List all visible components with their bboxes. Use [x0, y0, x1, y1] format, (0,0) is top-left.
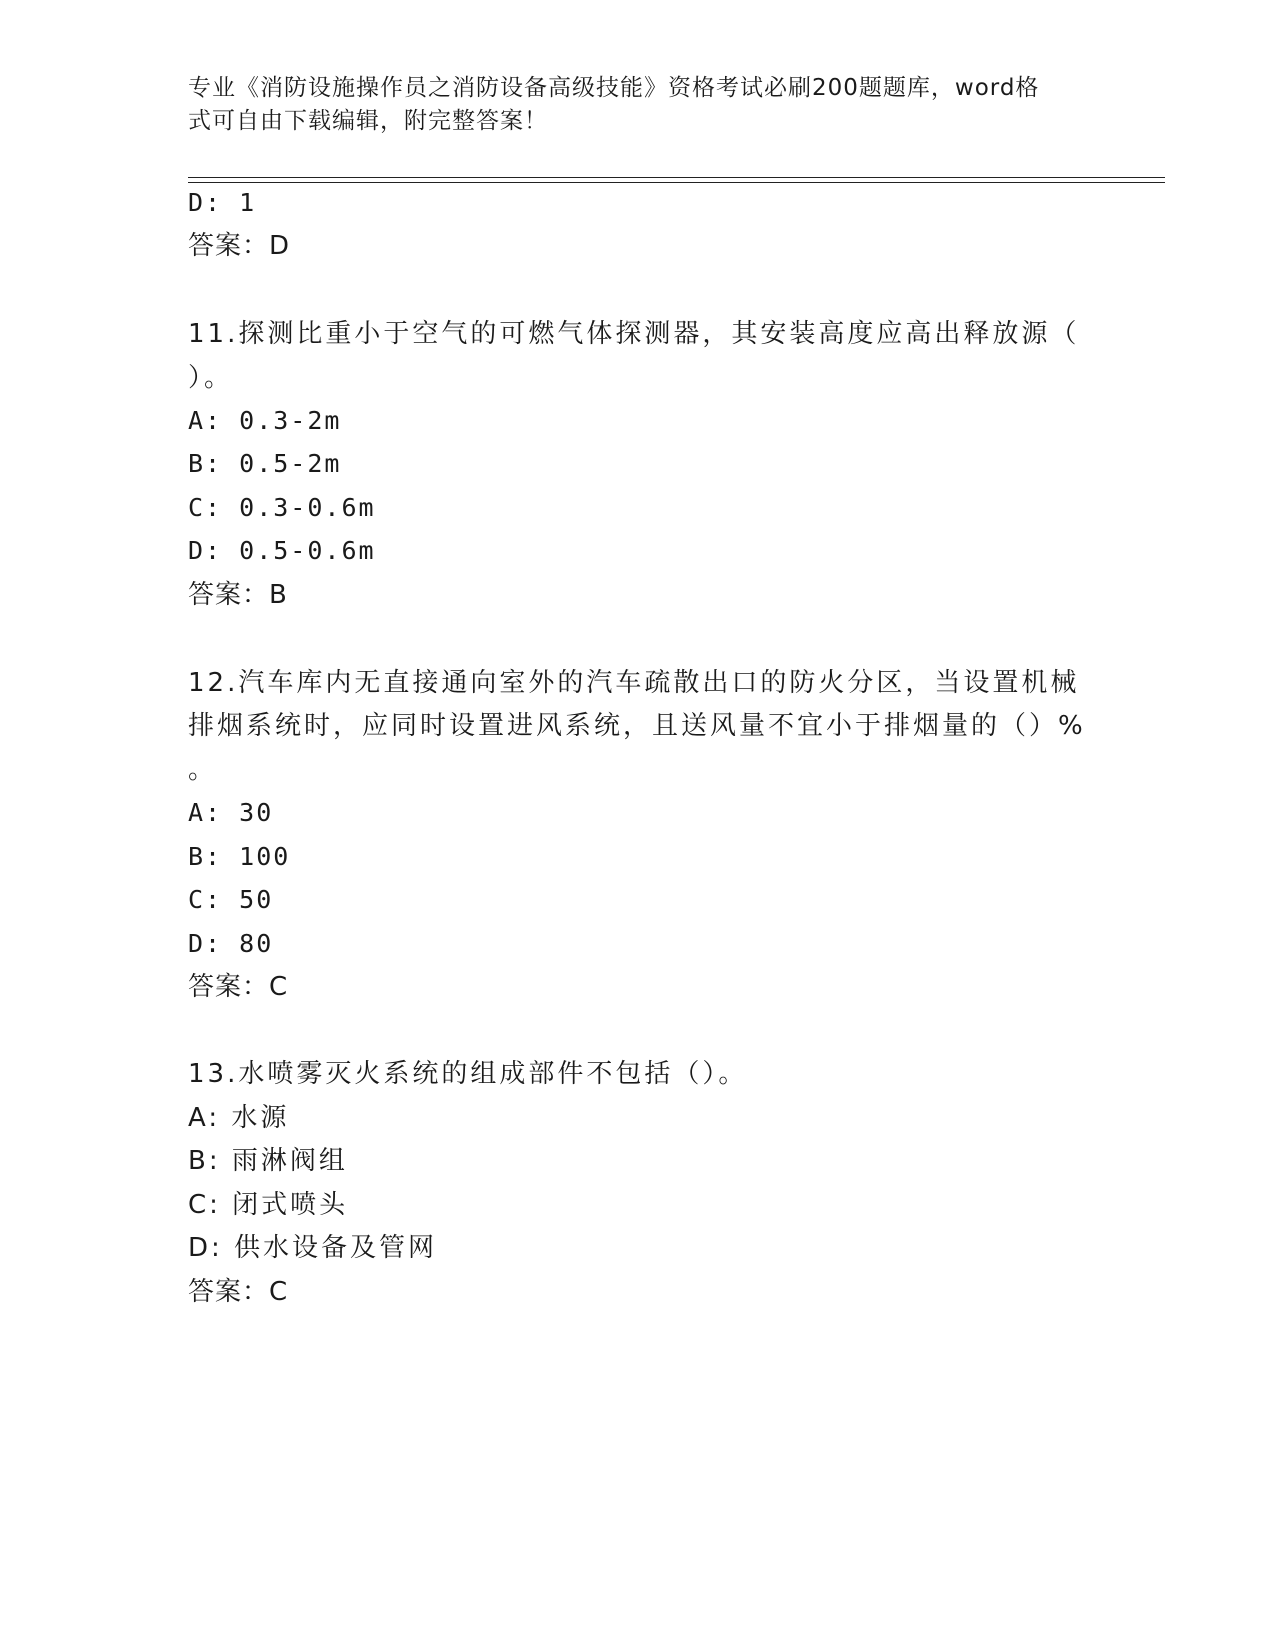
- q12-stem-line-2: 排烟系统时，应同时设置进风系统，且送风量不宜小于排烟量的（）%: [188, 711, 1086, 741]
- q13-option-b: B: 雨淋阀组: [188, 1146, 348, 1176]
- header-line-1: 专业《消防设施操作员之消防设备高级技能》资格考试必刷200题题库，word格: [188, 75, 1040, 101]
- q13-option-c: C: 闭式喷头: [188, 1190, 349, 1220]
- q12-answer: 答案：C: [188, 972, 289, 1002]
- q12-stem-line-1: 12.汽车库内无直接通向室外的汽车疏散出口的防火分区，当设置机械: [188, 668, 1080, 698]
- q12-option-b: B: 100: [188, 842, 291, 871]
- q13-answer: 答案：C: [188, 1277, 289, 1307]
- q12-stem-line-3: 。: [188, 755, 218, 785]
- q11-stem-line-2: ）。: [188, 363, 234, 393]
- q12-option-c: C: 50: [188, 885, 274, 914]
- q11-option-d: D: 0.5-0.6m: [188, 536, 376, 565]
- q12-option-a: A: 30: [188, 798, 274, 827]
- document-header: [188, 72, 1088, 138]
- q11-stem-line-1: 11.探测比重小于空气的可燃气体探测器，其安装高度应高出释放源（: [188, 319, 1080, 349]
- q13-stem-line-1: 13.水喷雾灭火系统的组成部件不包括（）。: [188, 1059, 748, 1089]
- q13-option-d: D: 供水设备及管网: [188, 1233, 438, 1263]
- header-divider-top: [188, 177, 1165, 178]
- q11-option-a: A: 0.3-2m: [188, 406, 342, 435]
- q12-option-d: D: 80: [188, 929, 274, 958]
- q11-option-b: B: 0.5-2m: [188, 449, 342, 478]
- q11-answer: 答案：B: [188, 580, 288, 610]
- q11-option-c: C: 0.3-0.6m: [188, 493, 376, 522]
- header-divider-bottom: [188, 182, 1165, 183]
- header-line-2: 式可自由下载编辑，附完整答案！: [188, 108, 548, 134]
- prev-option-d: D: 1: [188, 188, 257, 217]
- prev-answer: 答案：D: [188, 231, 291, 261]
- q13-option-a: A: 水源: [188, 1103, 290, 1133]
